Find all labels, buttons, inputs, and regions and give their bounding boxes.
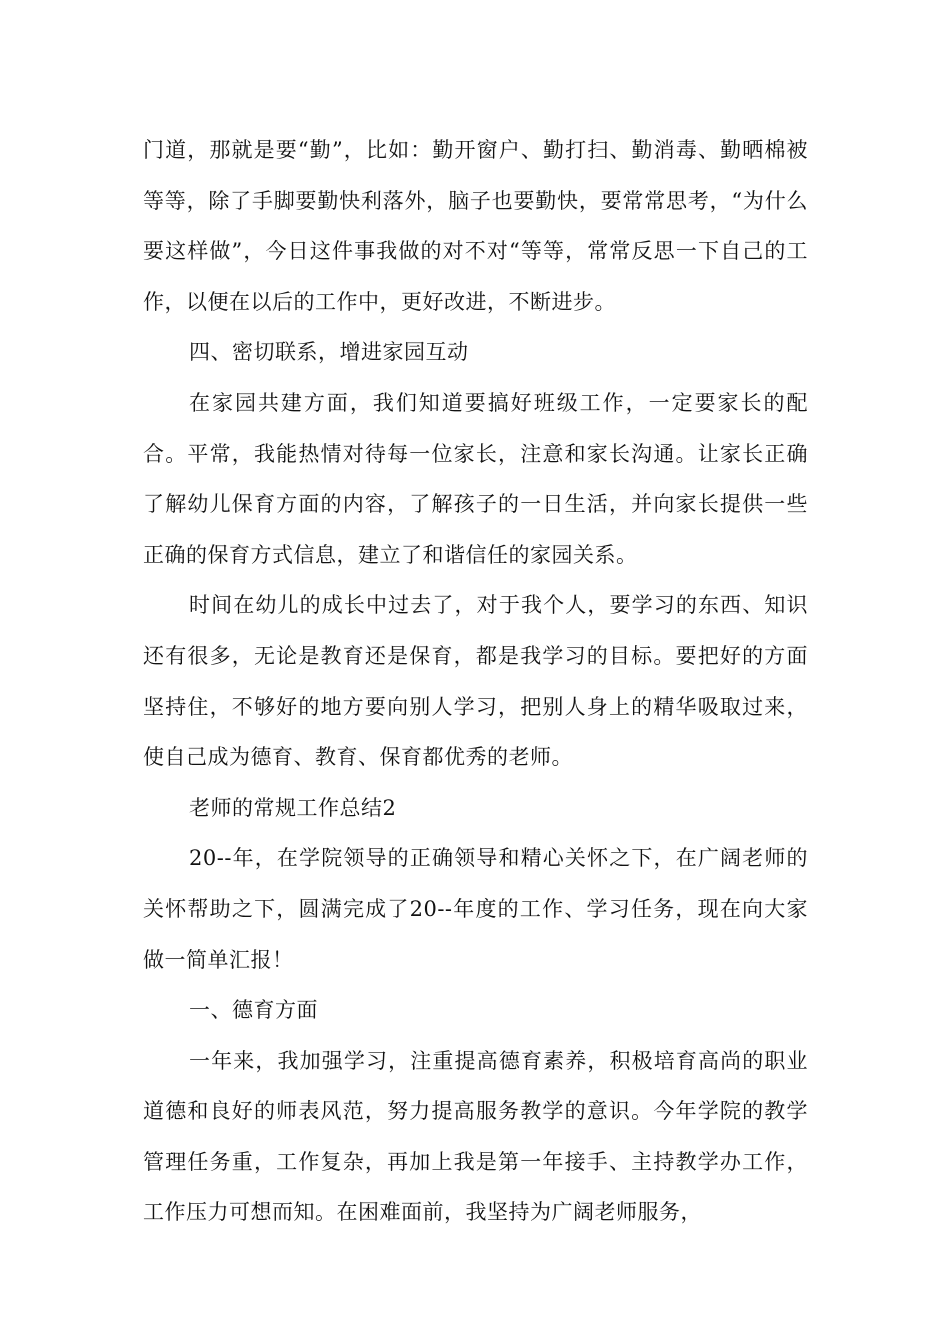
document-body bbox=[143, 125, 808, 1238]
document-title-2: 老师的常规工作总结2 bbox=[189, 795, 397, 820]
paragraph-continuation: 门道，那就是要“勤”，比如：勤开窗户、勤打扫、勤消毒、勤晒棉被等等，除了手脚要勤快利落外，脑子也要勤快，要常常思考，“为什么要这样做”，今日这件事我做的对不对“等等，常常反思一下自己的工作，以便在以后的工作中，更好改进，不断进步。 bbox=[143, 138, 808, 314]
paragraph-conclusion: 时间在幼儿的成长中过去了，对于我个人，要学习的东西、知识还有很多，无论是教育还是保育，都是我学习的目标。要把好的方面坚持住，不够好的地方要向别人学习，把别人身上的精华吸取过来，使自己成为德育、教育、保育都优秀的老师。 bbox=[143, 593, 808, 770]
section-heading-one: 一、德育方面 bbox=[189, 998, 318, 1023]
section-heading-four: 四、密切联系，增进家园互动 bbox=[189, 340, 469, 365]
paragraph-intro: 20--年，在学院领导的正确领导和精心关怀之下，在广阔老师的关怀帮助之下，圆满完成了20--年度的工作、学习任务，现在向大家做一简单汇报！ bbox=[143, 846, 808, 972]
paragraph-moral-education: 一年来，我加强学习，注重提高德育素养，积极培育高尚的职业道德和良好的师表风范，努力提高服务教学的意识。今年学院的教学管理任务重，工作复杂，再加上我是第一年接手、主持教学办工作，工作压力可想而知。在困难面前，我坚持为广阔老师服务， bbox=[143, 1048, 808, 1225]
paragraph-home-school: 在家园共建方面，我们知道要搞好班级工作，一定要家长的配合。平常，我能热情对待每一位家长，注意和家长沟通。让家长正确了解幼儿保育方面的内容，了解孩子的一日生活，并向家长提供一些正确的保育方式信息，建立了和谐信任的家园关系。 bbox=[143, 390, 808, 567]
